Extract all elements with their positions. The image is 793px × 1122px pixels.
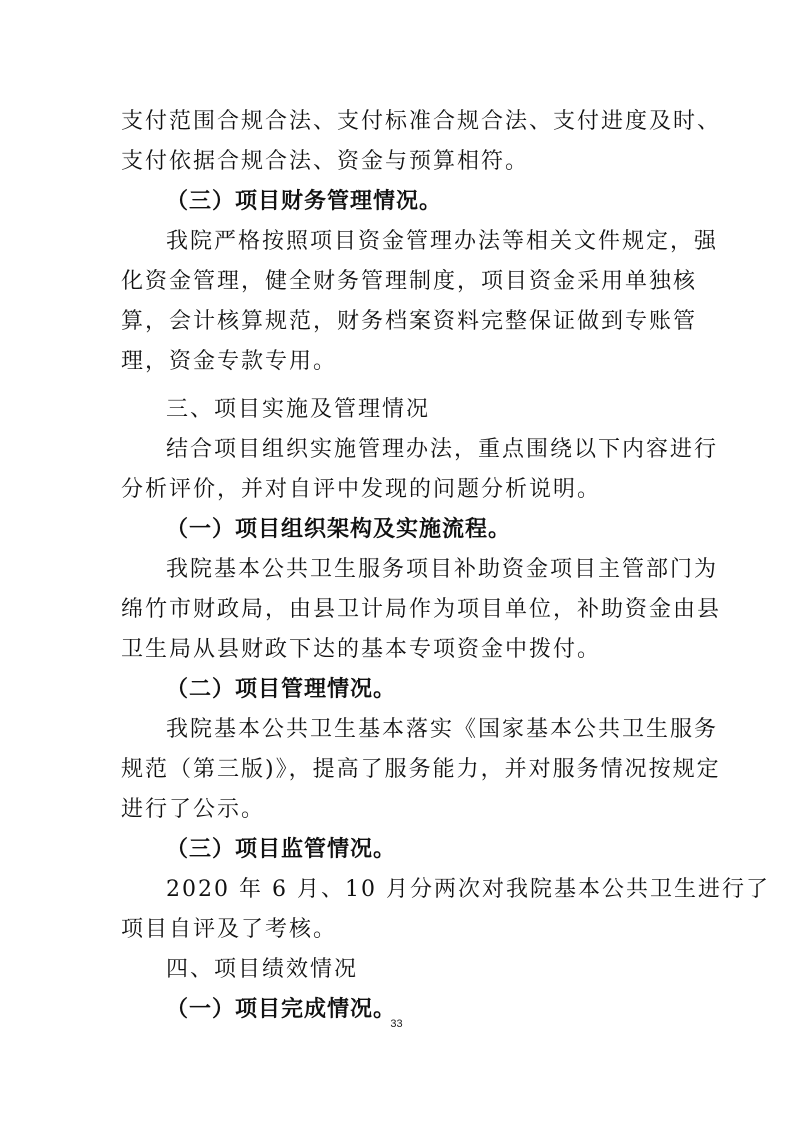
- paragraph-line: 卫生局从县财政下达的基本专项资金中拨付。: [121, 637, 602, 662]
- paragraph-line: 规范（第三版)》，提高了服务能力，并对服务情况按规定: [121, 757, 721, 782]
- section-heading: （一）项目组织架构及实施流程。: [166, 517, 512, 542]
- paragraph-line: 支付范围合规合法、支付标准合规合法、支付进度及时、: [121, 109, 722, 134]
- page-number: 33: [390, 1018, 403, 1030]
- paragraph-line: 项目自评及了考核。: [121, 917, 338, 942]
- paragraph-line: 分析评价，并对自评中发现的问题分析说明。: [121, 477, 602, 502]
- paragraph-line: 我院基本公共卫生服务项目补助资金项目主管部门为: [166, 557, 719, 582]
- section-heading: （三）项目监管情况。: [166, 837, 397, 862]
- chapter-heading: 三、项目实施及管理情况: [166, 397, 431, 422]
- paragraph-line: 我院基本公共卫生基本落实《国家基本公共卫生服务: [166, 717, 719, 742]
- section-heading: （二）项目管理情况。: [166, 677, 397, 702]
- paragraph-line: 理，资金专款专用。: [121, 349, 338, 374]
- paragraph-line: 支付依据合规合法、资金与预算相符。: [121, 149, 530, 174]
- paragraph-line: 我院严格按照项目资金管理办法等相关文件规定，强: [166, 229, 719, 254]
- paragraph-line: 2020 年 6 月、10 月分两次对我院基本公共卫生进行了: [166, 877, 770, 902]
- paragraph-line: 绵竹市财政局，由县卫计局作为项目单位，补助资金由县: [121, 597, 722, 622]
- chapter-heading: 四、项目绩效情况: [166, 957, 359, 982]
- section-heading: （三）项目财务管理情况。: [166, 189, 443, 214]
- paragraph-line: 化资金管理，健全财务管理制度，项目资金采用单独核: [121, 269, 698, 294]
- paragraph-line: 算，会计核算规范，财务档案资料完整保证做到专账管: [121, 309, 698, 334]
- section-heading: （一）项目完成情况。: [166, 997, 397, 1022]
- paragraph-line: 进行了公示。: [121, 797, 266, 822]
- paragraph-line: 结合项目组织实施管理办法，重点围绕以下内容进行: [166, 437, 719, 462]
